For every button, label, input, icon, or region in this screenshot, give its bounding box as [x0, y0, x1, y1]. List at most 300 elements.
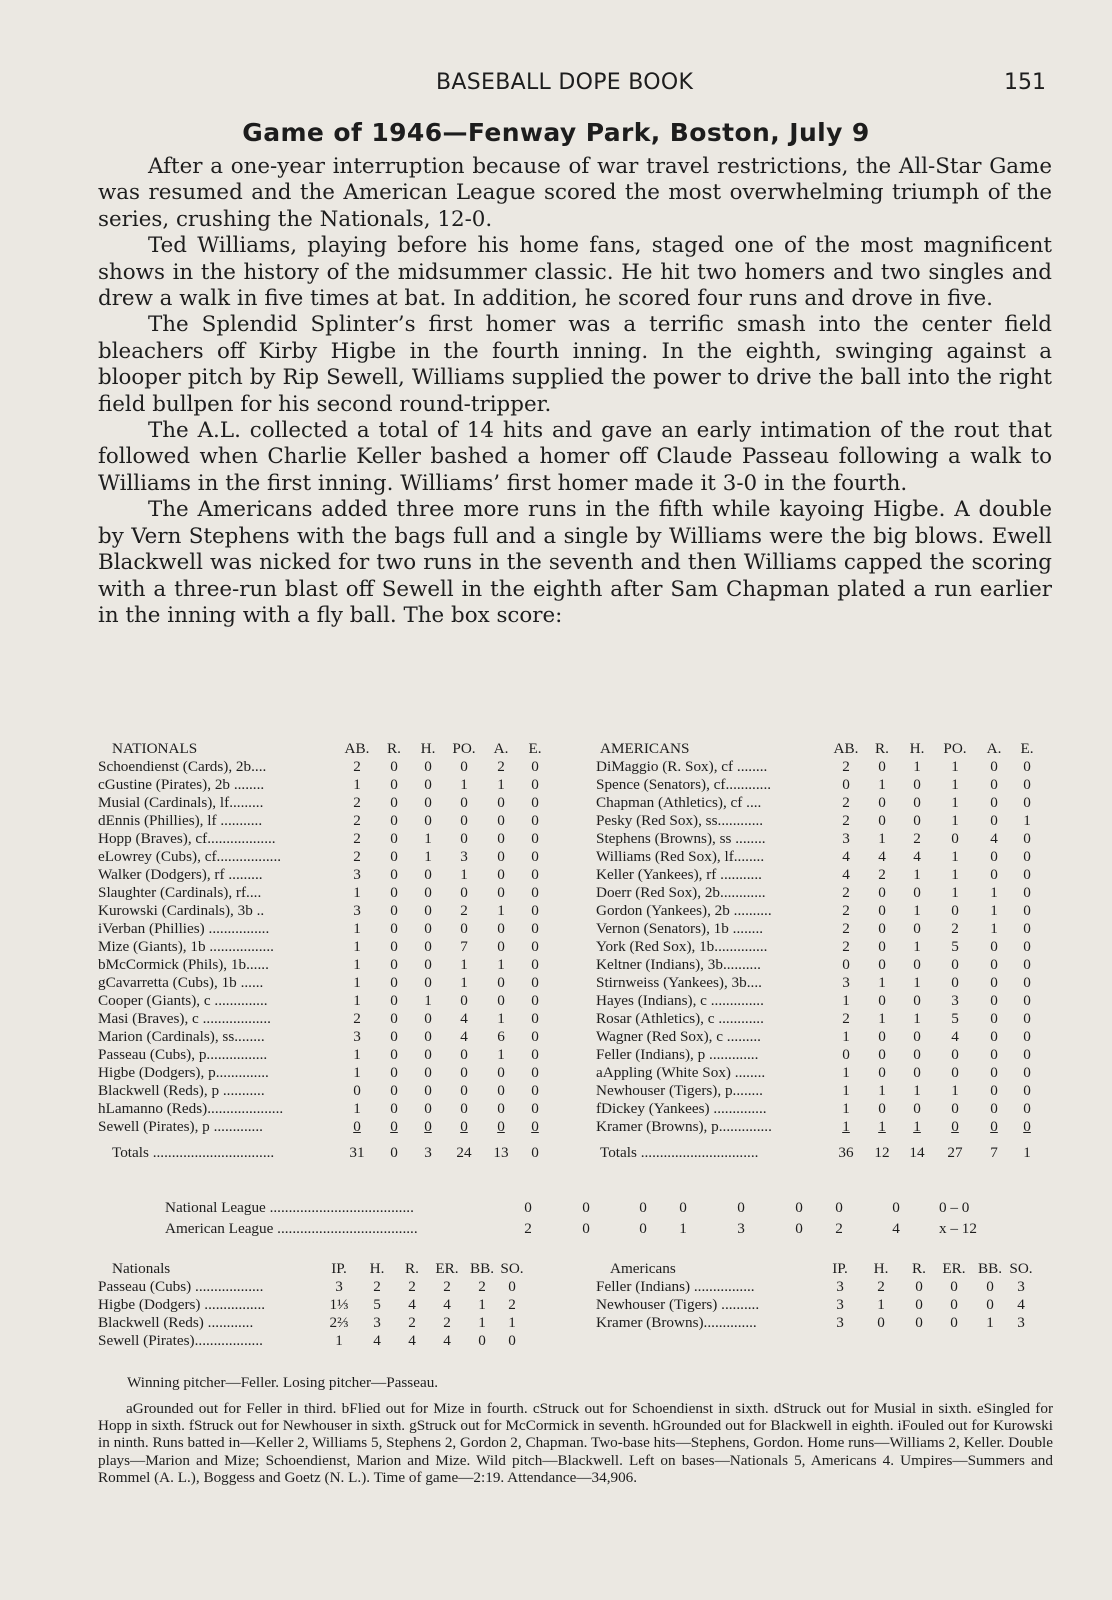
stat-cell: 0	[390, 992, 398, 1009]
stat-cell: 1	[951, 794, 959, 811]
leader-dots: ...........	[216, 812, 263, 829]
stat-cell: 0	[497, 1118, 505, 1135]
table-row	[98, 1082, 551, 1100]
stat-cell: 0	[531, 1064, 539, 1081]
stat-cell: 0	[460, 1118, 468, 1135]
stat-cell: 1	[497, 1010, 505, 1027]
stat-cell: 1	[878, 1010, 886, 1027]
stat-cell: 0	[390, 938, 398, 955]
stat-cell: 4	[443, 1332, 451, 1349]
stat-cell: 0	[497, 1064, 505, 1081]
stat-cell: 3	[335, 1278, 343, 1295]
stat-cell: 0	[497, 794, 505, 811]
stat-cell: 0	[950, 1278, 958, 1295]
stat-cell: 5	[951, 938, 959, 955]
stat-cell: 0	[878, 938, 886, 955]
player-name: Passeau (Cubs), p	[98, 1046, 207, 1063]
column-header: H.	[873, 1260, 889, 1277]
paragraph: After a one-year interruption because of war travel restrictions, the All-Star Game was resumed and the American League scored the most overwhelming triumph of the series, crushing the Nationals, 12-0.	[98, 154, 1052, 232]
stat-cell: 1	[951, 884, 959, 901]
player-name: Williams (Red Sox), lf	[596, 848, 734, 865]
game-title: Game of 1946—Fenway Park, Boston, July 9	[242, 118, 870, 147]
player-name-cell	[98, 1082, 337, 1100]
table-row	[596, 848, 1042, 866]
column-header: PO.	[943, 740, 967, 757]
stat-cell: 0	[990, 992, 998, 1009]
player-name-cell	[596, 974, 828, 992]
stat-cell: 0	[390, 1100, 398, 1117]
inning-score-cell: x – 12	[939, 1219, 977, 1237]
inning-score-cell: 0	[795, 1219, 803, 1237]
player-name: Cooper (Giants), c	[98, 992, 211, 1009]
inning-score-cell: 2	[524, 1219, 532, 1237]
stat-cell: 0	[951, 956, 959, 973]
team-name-cell	[165, 1219, 505, 1238]
stat-cell: 2	[373, 1278, 381, 1295]
cell: 31	[349, 1144, 365, 1161]
stat-cell: 0	[424, 1046, 432, 1063]
stat-cell: 0	[878, 1064, 886, 1081]
player-name: aAppling (White Sox)	[596, 1064, 731, 1081]
stat-cell: 0	[990, 956, 998, 973]
stat-cell: 0	[424, 794, 432, 811]
player-name: hLamanno (Reds)	[98, 1100, 208, 1117]
stat-cell: 0	[424, 776, 432, 793]
inning-score-cell: 3	[737, 1219, 745, 1237]
column-header: AB.	[833, 740, 859, 757]
player-name-cell	[98, 902, 337, 920]
player-name: Masi (Braves), c	[98, 1010, 199, 1027]
stat-cell: 0	[497, 866, 505, 883]
player-name: Musial (Cardinals), lf	[98, 794, 230, 811]
stat-cell: 0	[497, 920, 505, 937]
column-header: A.	[493, 740, 509, 757]
stat-cell: 0	[390, 866, 398, 883]
stat-cell: 0	[990, 1082, 998, 1099]
stat-cell: 0	[390, 812, 398, 829]
stat-cell: 0	[531, 812, 539, 829]
stat-cell: 2⅔	[329, 1314, 349, 1331]
column-header: IP.	[832, 1260, 848, 1277]
stat-cell: 0	[877, 1314, 885, 1331]
cell: 0	[390, 1144, 398, 1161]
player-name: Kurowski (Cardinals), 3b	[98, 902, 253, 919]
table-row	[596, 884, 1042, 902]
stat-cell: 0	[990, 974, 998, 991]
table-row	[596, 992, 1042, 1010]
stat-cell: 1	[951, 758, 959, 775]
leader-dots: ......................................	[265, 1198, 414, 1216]
running-head	[0, 66, 1112, 100]
stat-cell: 0	[1023, 776, 1031, 793]
leader-dots: ............	[714, 1010, 764, 1027]
player-name: dEnnis (Phillies), lf	[98, 812, 217, 829]
stat-cell: 0	[390, 1028, 398, 1045]
americans-batting-table	[596, 740, 1042, 1162]
leader-dots: ................	[200, 1296, 266, 1313]
player-name: DiMaggio (R. Sox), cf	[596, 758, 734, 775]
column-header: A.	[986, 740, 1002, 757]
leader-dots: ....	[251, 758, 267, 775]
stat-cell: 0	[460, 1100, 468, 1117]
table-row	[98, 758, 551, 776]
leader-dots: .................	[205, 938, 274, 955]
leader-dots: .................	[216, 848, 282, 865]
stat-cell: 0	[951, 830, 959, 847]
stat-cell: 0	[424, 1010, 432, 1027]
table-row	[98, 1296, 526, 1314]
stat-cell: 1	[353, 974, 361, 991]
totals-row	[596, 1136, 1042, 1162]
stat-cell: 0	[497, 992, 505, 1009]
cell: 1	[1023, 1144, 1031, 1161]
stat-cell: 1	[951, 866, 959, 883]
stat-cell: 0	[913, 776, 921, 793]
stat-cell: 2	[842, 938, 850, 955]
stat-cell: 0	[913, 956, 921, 973]
leader-dots: ..............	[706, 992, 764, 1009]
stat-cell: 0	[497, 848, 505, 865]
stat-cell: 5	[373, 1296, 381, 1313]
leader-dots: ....	[746, 974, 762, 991]
player-name: Keller (Yankees), rf	[596, 866, 717, 883]
player-name: Chapman (Athletics), cf	[596, 794, 743, 811]
leader-dots: ................	[206, 1046, 268, 1063]
stat-cell: 1	[460, 974, 468, 991]
player-name: Higbe (Dodgers)	[98, 1296, 201, 1313]
stat-cell: 0	[878, 956, 886, 973]
team-header: AMERICANS	[600, 740, 690, 757]
stat-cell: 0	[390, 1046, 398, 1063]
stat-cell: 2	[913, 830, 921, 847]
stat-cell: 0	[951, 1046, 959, 1063]
player-name-cell	[596, 812, 828, 830]
stat-cell: 1	[478, 1314, 486, 1331]
stat-cell: 0	[990, 1118, 998, 1135]
stat-cell: 0	[950, 1296, 958, 1313]
column-header: E.	[528, 740, 542, 757]
paragraph: Ted Williams, playing before his home fans, staged one of the most magnificent shows in the history of the midsummer classic. He hit two homers and two singles and drew a walk in five times at bat. In addition, he scored four runs and drove in five.	[98, 233, 1052, 312]
stat-cell: 2	[877, 1278, 885, 1295]
stat-cell: 2	[842, 884, 850, 901]
stat-cell: 3	[951, 992, 959, 1009]
stat-cell: 3	[373, 1314, 381, 1331]
stat-cell: 0	[390, 794, 398, 811]
player-name: Passeau (Cubs)	[98, 1278, 192, 1295]
stat-cell: 0	[531, 920, 539, 937]
stat-cell: 1	[842, 1028, 850, 1045]
stat-cell: 0	[950, 1314, 958, 1331]
stat-cell: 0	[497, 1082, 505, 1099]
leader-dots: ..................	[191, 1278, 264, 1295]
stat-cell: 0	[1023, 920, 1031, 937]
stat-cell: 0	[878, 1046, 886, 1063]
stat-cell: 2	[508, 1296, 516, 1313]
table-row	[596, 1296, 1036, 1314]
stat-cell: 2	[951, 920, 959, 937]
inning-score-cell: 1	[679, 1219, 687, 1237]
player-name-cell	[596, 1064, 828, 1082]
leader-dots: ........	[234, 1028, 265, 1045]
nationals-pitching-table	[98, 1260, 526, 1350]
stat-cell: 4	[913, 848, 921, 865]
player-name: York (Red Sox), 1b	[596, 938, 715, 955]
stat-cell: 1	[497, 776, 505, 793]
stat-cell: 1	[335, 1332, 343, 1349]
stat-cell: 2	[842, 812, 850, 829]
inning-score-cell: 0	[679, 1198, 687, 1216]
table-header-row	[596, 1260, 1036, 1278]
stat-cell: 0	[424, 884, 432, 901]
stat-cell: 1	[497, 1046, 505, 1063]
player-name: Slaughter (Cardinals), rf	[98, 884, 247, 901]
stat-cell: 0	[424, 1118, 432, 1135]
stat-cell: 4	[842, 848, 850, 865]
player-name-cell	[596, 776, 828, 794]
stat-cell: 0	[390, 884, 398, 901]
stat-cell: 1	[986, 1314, 994, 1331]
inning-score-cell: 0	[524, 1198, 532, 1216]
table-row	[596, 758, 1042, 776]
team-header: NATIONALS	[112, 740, 198, 757]
stat-cell: 4	[408, 1296, 416, 1313]
stat-cell: 0	[390, 848, 398, 865]
player-name: Schoendienst (Cards), 2b	[98, 758, 252, 775]
stat-cell: 2	[443, 1278, 451, 1295]
column-header: BB.	[469, 1260, 495, 1277]
stat-cell: 1	[353, 956, 361, 973]
player-name-cell	[596, 1028, 828, 1046]
stat-cell: 1	[913, 1082, 921, 1099]
stat-cell: 4	[1017, 1296, 1025, 1313]
stat-cell: 0	[1023, 974, 1031, 991]
stat-cell: 0	[951, 974, 959, 991]
stat-cell: 0	[1023, 884, 1031, 901]
column-header: H.	[909, 740, 925, 757]
table-row	[596, 902, 1042, 920]
stat-cell: 0	[990, 794, 998, 811]
stat-cell: 0	[424, 1064, 432, 1081]
inning-score-cell: 0	[795, 1198, 803, 1216]
table-row	[98, 848, 551, 866]
leader-dots: ...........	[716, 866, 762, 883]
table-row	[596, 1100, 1042, 1118]
player-name: Newhouser (Tigers), p	[596, 1082, 733, 1099]
player-name-cell	[98, 1046, 337, 1064]
stat-cell: 0	[531, 902, 539, 919]
stat-cell: 0	[531, 866, 539, 883]
stat-cell: 0	[460, 758, 468, 775]
stat-cell: 2	[842, 902, 850, 919]
stat-cell: 1	[424, 830, 432, 847]
cell: 13	[493, 1144, 509, 1161]
stat-cell: 0	[390, 1064, 398, 1081]
stat-cell: 0	[390, 1082, 398, 1099]
stat-cell: 0	[531, 848, 539, 865]
stat-cell: 1	[478, 1296, 486, 1313]
stat-cell: 1	[913, 938, 921, 955]
stat-cell: 0	[913, 1028, 921, 1045]
paragraph: The Splendid Splinter’s first homer was a terrific smash into the center field bleachers off Kirby Higbe in the fourth inning. In the eighth, swinging against a blooper pitch by Rip Sewell, Williams supplied the power to drive the ball into the right field bullpen for his second round-tripper.	[98, 312, 1052, 417]
stat-cell: 0	[1023, 1064, 1031, 1081]
stat-cell: 0	[990, 848, 998, 865]
player-name: Spence (Senators), cf	[596, 776, 726, 793]
stat-cell: 0	[990, 1046, 998, 1063]
player-name: eLowrey (Cubs), cf	[98, 848, 217, 865]
leader-dots: .....................................	[273, 1219, 418, 1237]
stat-cell: 0	[531, 794, 539, 811]
stat-cell: 3	[353, 1028, 361, 1045]
player-name-cell	[98, 794, 337, 812]
stat-cell: 1	[424, 992, 432, 1009]
stat-cell: 0	[531, 938, 539, 955]
team-name-cell	[165, 1198, 505, 1217]
leader-dots: ..............	[714, 938, 768, 955]
table-row	[98, 956, 551, 974]
player-name: Blackwell (Reds)	[98, 1314, 204, 1331]
leader-dots: ............	[717, 812, 764, 829]
stat-cell: 0	[531, 1046, 539, 1063]
inning-score-cell: 0	[639, 1198, 647, 1216]
stat-cell: 0	[497, 1100, 505, 1117]
table-row	[98, 776, 551, 794]
stat-cell: 1	[951, 1082, 959, 1099]
stat-cell: 0	[1023, 1010, 1031, 1027]
inning-score-cell: 0	[639, 1219, 647, 1237]
player-name-cell	[98, 1296, 320, 1314]
stat-cell: 0	[531, 992, 539, 1009]
player-name-cell	[596, 920, 828, 938]
leader-dots: ........	[733, 758, 768, 775]
team-header: Nationals	[112, 1260, 171, 1277]
player-name-cell	[596, 1100, 828, 1118]
stat-cell: 1	[460, 956, 468, 973]
stat-cell: 1	[353, 1100, 361, 1117]
article-body	[98, 154, 1052, 629]
column-header: H.	[420, 740, 436, 757]
cell: 0	[531, 1144, 539, 1161]
stat-cell: 1	[842, 992, 850, 1009]
stat-cell: 2	[497, 758, 505, 775]
stat-cell: 0	[1023, 902, 1031, 919]
cell: 14	[909, 1144, 925, 1161]
leader-dots: ........	[733, 848, 765, 865]
player-name-cell	[98, 1100, 337, 1118]
leader-dots: ..............	[215, 1064, 269, 1081]
player-name-cell	[596, 1046, 828, 1064]
table-row	[596, 866, 1042, 884]
player-name: Hayes (Indians), c	[596, 992, 707, 1009]
player-name-cell	[596, 1314, 822, 1332]
column-header: IP.	[331, 1260, 347, 1277]
stat-cell: 4	[990, 830, 998, 847]
player-name-cell	[98, 812, 337, 830]
player-name: Pesky (Red Sox), ss	[596, 812, 718, 829]
stat-cell: 1	[353, 938, 361, 955]
column-header: SO.	[500, 1260, 524, 1277]
inning-score-cell: 0	[582, 1219, 590, 1237]
table-row	[98, 866, 551, 884]
stat-cell: 0	[878, 920, 886, 937]
stat-cell: 1	[913, 902, 921, 919]
stat-cell: 0	[424, 920, 432, 937]
player-name-cell	[596, 1296, 822, 1314]
winning-losing-pitchers: Winning pitcher—Feller. Losing pitcher—Passeau.	[127, 1374, 439, 1391]
footnotes	[98, 1400, 1053, 1486]
stat-cell: 1	[353, 1046, 361, 1063]
stat-cell: 0	[390, 1118, 398, 1135]
stat-cell: 1	[842, 1064, 850, 1081]
stat-cell: 0	[1023, 1028, 1031, 1045]
column-header: ER.	[942, 1260, 966, 1277]
leader-dots: ........	[731, 830, 766, 847]
player-name-cell	[596, 1278, 822, 1296]
player-name-cell	[596, 902, 828, 920]
player-name: Walker (Dodgers), rf	[98, 866, 225, 883]
leader-dots: .............	[209, 1118, 263, 1135]
table-row	[98, 1314, 526, 1332]
inning-score-cell: 0	[582, 1198, 590, 1216]
player-name-cell	[596, 1010, 828, 1028]
player-name: Sewell (Pirates)	[98, 1332, 195, 1349]
player-name-cell	[98, 974, 337, 992]
stat-cell: 0	[878, 758, 886, 775]
player-name-cell	[98, 1010, 337, 1028]
stat-cell: 0	[986, 1278, 994, 1295]
table-row	[596, 830, 1042, 848]
table-row	[98, 1010, 551, 1028]
stat-cell: 4	[951, 1028, 959, 1045]
leader-dots: ............	[203, 1314, 254, 1331]
stat-cell: 0	[878, 1028, 886, 1045]
leader-dots: ..............	[709, 1100, 767, 1117]
stat-cell: 0	[951, 1118, 959, 1135]
stat-cell: 0	[531, 1082, 539, 1099]
stat-cell: 0	[878, 794, 886, 811]
stat-cell: 0	[842, 1046, 850, 1063]
stat-cell: 4	[878, 848, 886, 865]
stat-cell: 2	[478, 1278, 486, 1295]
stat-cell: 0	[990, 776, 998, 793]
stat-cell: 1	[913, 1118, 921, 1135]
table-row	[98, 920, 551, 938]
stat-cell: 0	[1023, 866, 1031, 883]
stat-cell: 1	[990, 920, 998, 937]
stat-cell: 3	[836, 1278, 844, 1295]
stat-cell: 1	[353, 920, 361, 937]
stat-cell: 0	[390, 974, 398, 991]
stat-cell: 0	[508, 1332, 516, 1349]
player-name-cell	[98, 776, 337, 794]
table-row	[98, 992, 551, 1010]
stat-cell: 0	[390, 830, 398, 847]
stat-cell: 0	[913, 920, 921, 937]
stat-cell: 0	[424, 1082, 432, 1099]
stat-cell: 0	[990, 1028, 998, 1045]
player-name-cell	[98, 956, 337, 974]
stat-cell: 0	[424, 974, 432, 991]
table-row	[596, 794, 1042, 812]
leader-dots: .........	[723, 1028, 761, 1045]
totals-row	[98, 1136, 551, 1162]
table-row	[596, 938, 1042, 956]
leader-dots: ..................	[194, 1332, 263, 1349]
stat-cell: 1	[913, 1010, 921, 1027]
table-row	[596, 1028, 1042, 1046]
column-header: ER.	[435, 1260, 459, 1277]
table-row	[596, 1314, 1036, 1332]
table-row	[596, 776, 1042, 794]
